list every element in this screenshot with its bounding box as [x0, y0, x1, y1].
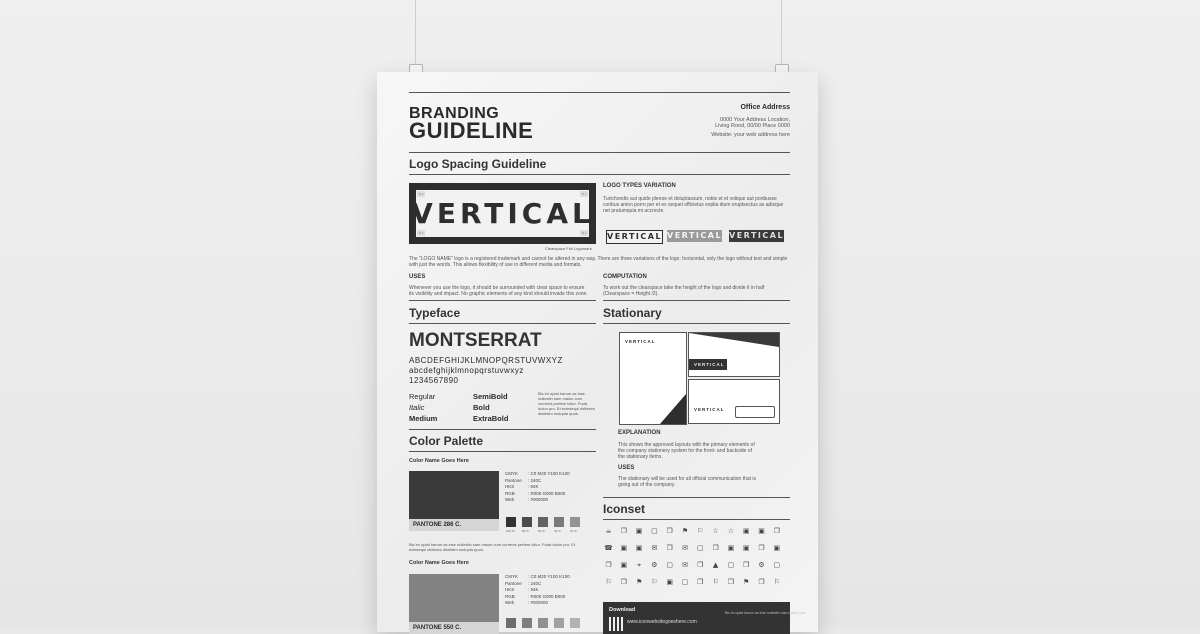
branding-poster — [377, 72, 818, 632]
pantone-label-2: PANTONE 550 C. — [409, 622, 499, 634]
iconset-glyph-icon: ❐ — [697, 561, 704, 569]
download-url[interactable]: www.iconwebsitegoeshere.com — [627, 619, 697, 625]
iconset-glyph-icon: ⚙ — [651, 561, 658, 569]
font-sample-digits: 1234567890 — [409, 376, 459, 385]
computation-text: To work out the clearspace take the height of the logo and divide it in half (Clearspace = Height /2). — [603, 285, 765, 297]
logo-clearspace-frame — [409, 183, 596, 244]
clearspace-marker: ½ x — [418, 231, 424, 235]
stationary-uses-text: The stationary will be used for all official communication that is going out of the company. — [618, 476, 757, 488]
iconset-glyph-icon: ▣ — [742, 544, 750, 552]
iconset-glyph-icon: ❐ — [666, 527, 673, 535]
iconset-glyph-icon: ▢ — [696, 544, 704, 552]
title-line2: GUIDELINE — [409, 118, 534, 143]
iconset-glyph-icon: ▣ — [666, 578, 673, 586]
letterhead-corner-graphic — [660, 394, 686, 424]
iconset-glyph-icon: ☆ — [727, 527, 735, 535]
iconset-top-rule — [603, 497, 790, 498]
iconset-glyph-icon: ❐ — [712, 544, 719, 552]
iconset-glyph-icon: ▢ — [651, 527, 658, 535]
weight-italic: Italic — [409, 403, 425, 412]
iconset-glyph-icon: ⚐ — [773, 578, 780, 586]
tint-label: 80 % — [522, 529, 529, 533]
weight-semibold: SemiBold — [473, 392, 508, 401]
explanation-heading: EXPLANATION — [618, 430, 661, 436]
palette-note: Bis im opiat harum as inse nullestin sam maion cum currents perfere icitur. Puda dolon pro. Et ectesequi dellsees ditatisim molupta quos. — [409, 542, 576, 552]
typeface-heading: Typeface — [409, 306, 461, 320]
iconset-glyph-icon: ❐ — [620, 578, 627, 586]
envelope-flap — [689, 333, 779, 347]
address-line1: 0000 Your Address Location, — [719, 117, 790, 123]
font-name: MONTSERRAT — [409, 330, 542, 351]
iconset-glyph-icon: ✉ — [651, 544, 658, 552]
office-heading: Office Address — [740, 104, 790, 111]
iconset-glyph-icon: ▢ — [727, 561, 735, 569]
logo-caption: Clearspace Full Logomark — [545, 246, 592, 251]
typeface-note: Bis im opiat harum as inse nullestin sam maion cum currents perfere icitur. Puda dolon pro. Et ectesequi dellsees ditatisim molupta quos. — [538, 391, 595, 416]
weight-extrabold: ExtraBold — [473, 414, 509, 423]
iconset-rule — [603, 519, 790, 520]
logo-variant-grey: VERTICAL — [667, 231, 723, 240]
title-line1: BRANDING — [409, 105, 500, 122]
stationary-uses-heading: USES — [618, 465, 635, 471]
iconset-glyph-icon: ⌖ — [637, 561, 642, 569]
spec-labels-2: CMYK Pantone HKS RGB Web — [505, 574, 522, 605]
iconset-glyph-icon: ❐ — [620, 527, 627, 535]
iconset-glyph-icon: ❐ — [605, 561, 612, 569]
clearspace-marker: ½ x — [581, 231, 587, 235]
logo-wordmark: VERTICAL — [416, 190, 589, 237]
envelope-logo: VERTICAL — [694, 362, 725, 367]
logo-types-text: Turichondis aut quide plenoe et doluptassum, nobis et et volique aut poribusse coribus anion porro per et ex sequel officietus explia dium eruptsectus as adisque net pratumquia mi accrecte. — [603, 196, 784, 214]
iconset-glyph-icon: ⚐ — [697, 527, 704, 535]
iconset-glyph-icon: ✉ — [682, 561, 688, 569]
color-swatch-2 — [409, 574, 499, 634]
palette-heading: Color Palette — [409, 434, 484, 448]
tint-label: 60 % — [538, 529, 545, 533]
color-name-1: Color Name Goes Here — [409, 458, 469, 464]
iconset-heading: Iconset — [603, 502, 646, 516]
clearspace-marker: ½ x — [581, 192, 587, 196]
envelope-mockup — [688, 332, 780, 377]
computation-heading: COMPUTATION — [603, 274, 647, 280]
iconset-glyph-icon: ⚙ — [758, 561, 765, 569]
download-label: Download — [609, 607, 636, 613]
tint-label: 100 % — [506, 529, 515, 533]
iconset-glyph-icon: ⚑ — [635, 578, 643, 586]
explanation-text: This shows the approved layouts with the primary elements of the company stationery system for the front- and backside of the stationary items. — [618, 442, 755, 460]
iconset-glyph-icon: ❐ — [743, 561, 750, 569]
stationary-heading: Stationary — [603, 306, 662, 320]
spec-values-1: : C0 M20 Y100 K100 : 240C : 94K : R000 G000 B000 : #000000 — [528, 471, 570, 502]
font-sample-lower: abcdefghijklmnopqrstuvwxyz — [409, 366, 524, 375]
letterhead-logo: VERTICAL — [625, 339, 656, 344]
iconset-glyph-icon: ❐ — [727, 578, 735, 586]
logo-spacing-rule — [409, 174, 790, 175]
stationary-rule — [603, 323, 790, 324]
qr-code-icon — [609, 617, 623, 631]
letterhead-mockup — [619, 332, 687, 425]
iconset-glyph-icon: ▣ — [635, 527, 643, 535]
weight-bold: Bold — [473, 403, 490, 412]
website-text: Website: your web address here — [711, 132, 790, 138]
font-sample-upper: ABCDEFGHIJKLMNOPQRSTUVWXYZ — [409, 356, 563, 365]
weight-medium: Medium — [409, 414, 438, 423]
business-card-logo: VERTICAL — [694, 407, 725, 412]
iconset-glyph-icon: ⚐ — [605, 578, 612, 586]
typeface-top-rule — [409, 300, 596, 301]
iconset-glyph-icon: ⚐ — [651, 578, 658, 586]
download-band — [603, 602, 806, 634]
hanging-string-right — [781, 0, 782, 70]
logo-description: The "LOGO NAME" logo is a registered trademark and cannot be altered in any way. There are three variations of the logo: horizontal, only the logo without text and simple with just the words. This allows flexibility of use in different media and formats. — [409, 256, 788, 268]
top-rule — [409, 92, 790, 93]
color-swatch-1 — [409, 471, 499, 531]
iconset-glyph-icon: ⚑ — [681, 527, 689, 535]
weight-regular: Regular — [409, 392, 436, 401]
tint-swatch — [522, 517, 532, 527]
iconset-glyph-icon: ❐ — [758, 578, 765, 586]
logo-types-heading: LOGO TYPES VARIATION — [603, 183, 676, 189]
download-fine-print: Bis im opiat harum as inse nullestin sam maion cum — [725, 611, 806, 615]
iconset-glyph-icon: ▣ — [742, 527, 750, 535]
tint-swatch — [570, 517, 580, 527]
iconset-glyph-icon: ▣ — [727, 544, 735, 552]
iconset-glyph-icon: ▣ — [620, 544, 628, 552]
address-line2: Living Rood, 00/00 Place 0000 — [715, 123, 790, 129]
tint-swatch — [554, 517, 564, 527]
iconset-glyph-icon: ❐ — [697, 578, 704, 586]
business-card-box — [735, 406, 775, 418]
iconset-glyph-icon: ✉ — [682, 544, 688, 552]
pantone-label-1: PANTONE 286 C. — [409, 519, 499, 531]
envelope-logo-band — [689, 359, 727, 370]
logo-variant-light: VERTICAL — [606, 230, 663, 244]
spec-labels-1: CMYK Pantone HKS RGB Web — [505, 471, 522, 502]
iconset-glyph-icon: ☕ — [605, 527, 612, 535]
uses-text: Whenever you use the logo, it should be surrounded with clear space to ensure its visibility and impact. No graphic elements of any kind should invade this zone. — [409, 285, 588, 297]
clearspace-marker: ½ x — [418, 192, 424, 196]
color-name-2: Color Name Goes Here — [409, 560, 469, 566]
logo-variant-dark: VERTICAL — [729, 231, 785, 240]
uses-heading: USES — [409, 274, 426, 280]
stationary-top-rule — [603, 300, 790, 301]
palette-top-rule — [409, 429, 596, 430]
iconset-glyph-icon: ▢ — [681, 578, 689, 586]
iconset-glyph-icon: ⚐ — [712, 578, 719, 586]
spec-values-2: : C0 M20 Y100 K100 : 240C : 94K : R000 G000 B000 : #000000 — [528, 574, 570, 605]
iconset-glyph-icon: ❐ — [758, 544, 765, 552]
logo-spacing-heading: Logo Spacing Guideline — [409, 157, 547, 171]
tint-swatch — [506, 517, 516, 527]
iconset-glyph-icon: ▢ — [773, 561, 781, 569]
iconset-glyph-icon: ⚑ — [743, 578, 750, 586]
iconset-glyph-icon: ▢ — [666, 561, 673, 569]
iconset-glyph-icon: ▣ — [773, 544, 781, 552]
tint-label: 20 % — [570, 529, 577, 533]
palette-rule — [409, 451, 596, 452]
iconset-glyph-icon: ❐ — [666, 544, 673, 552]
hanging-string-left — [415, 0, 416, 70]
iconset-glyph-icon: ☎ — [604, 544, 613, 552]
iconset-glyph-icon: ☆ — [712, 527, 719, 535]
business-card-mockup — [688, 379, 780, 424]
typeface-rule — [409, 323, 596, 324]
iconset-glyph-icon: ▲ — [712, 561, 719, 569]
tint-swatch — [538, 517, 548, 527]
iconset-glyph-icon: ▣ — [635, 544, 643, 552]
iconset-glyph-icon: ▣ — [758, 527, 765, 535]
iconset-glyph-icon: ❐ — [773, 527, 780, 535]
tint-label: 40 % — [554, 529, 561, 533]
iconset-glyph-icon: ▣ — [620, 561, 628, 569]
header-rule — [409, 152, 790, 153]
